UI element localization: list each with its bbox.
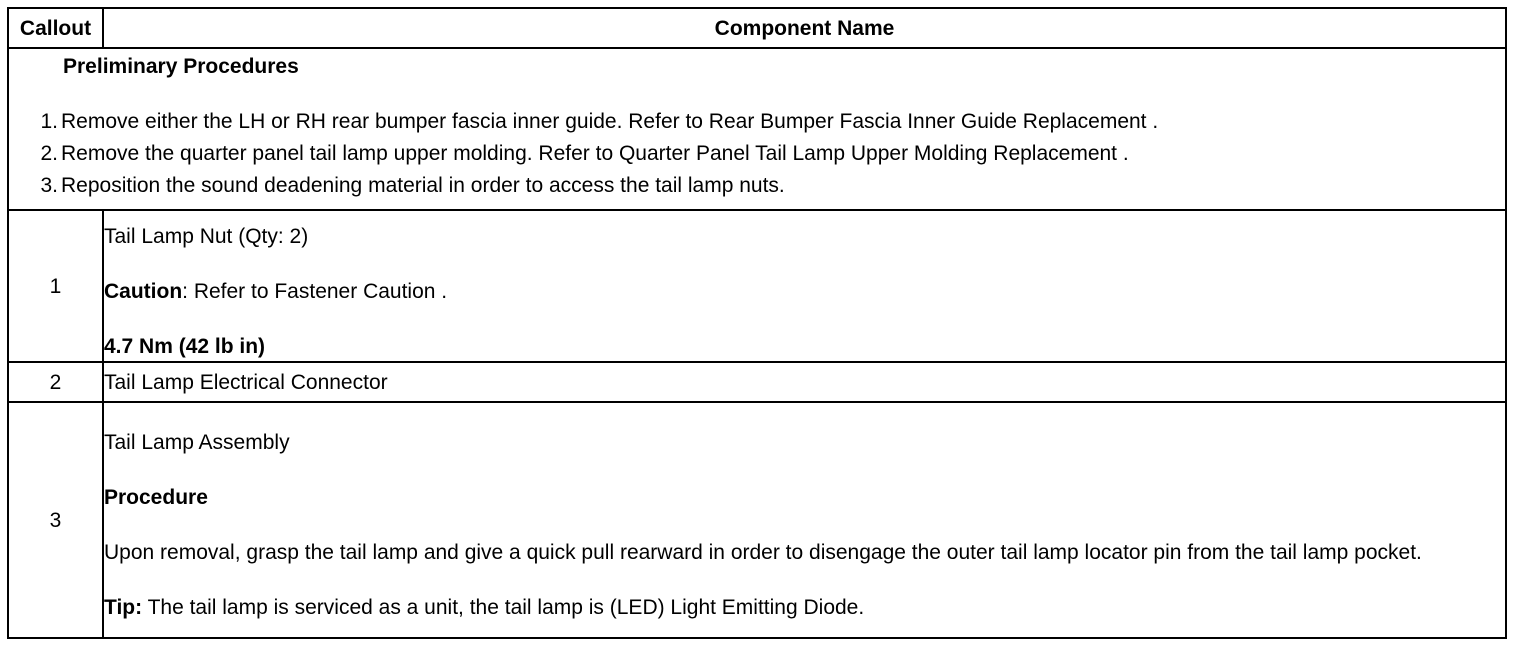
caution-label: Caution [104, 279, 183, 303]
procedure-label: Procedure [104, 486, 208, 509]
table-row [8, 402, 1506, 638]
step-text: Reposition the sound deadening material in order to access the tail lamp nuts. [61, 173, 785, 197]
preliminary-steps [9, 109, 1505, 205]
preliminary-step [9, 109, 1505, 141]
caution-text: : Refer to Fastener Caution . [182, 279, 448, 303]
preliminary-title: Preliminary Procedures [63, 54, 299, 78]
component-name: Tail Lamp Nut (Qty: 2) [104, 224, 309, 248]
table-row [8, 210, 1506, 362]
preliminary-step [9, 141, 1505, 173]
procedure-text: Upon removal, grasp the tail lamp and give a quick pull rearward in order to disengage the outer tail lamp locator pin from the tail lamp pocket. [104, 541, 1422, 564]
component-name: Tail Lamp Assembly [104, 431, 290, 454]
torque-spec: 4.7 Nm (42 lb in) [104, 334, 266, 358]
header-component-name: Component Name [103, 8, 1506, 48]
component-cell [103, 402, 1506, 638]
component-cell [103, 210, 1506, 362]
callout-cell: 2 [8, 362, 103, 402]
preliminary-step [9, 173, 1505, 205]
component-name: Tail Lamp Electrical Connector [104, 370, 388, 394]
callout-cell: 3 [8, 402, 103, 638]
caution-line [104, 279, 1505, 304]
table-row [8, 362, 1506, 402]
step-number: 3. [40, 173, 58, 197]
step-text: Remove either the LH or RH rear bumper fascia inner guide. Refer to Rear Bumper Fascia Inner Guide Replacement . [61, 109, 1159, 133]
component-table [7, 7, 1507, 639]
step-number: 2. [40, 141, 58, 165]
tip-line [104, 595, 1491, 620]
header-callout: Callout [8, 8, 103, 48]
tip-text: The tail lamp is serviced as a unit, the tail lamp is (LED) Light Emitting Diode. [142, 596, 865, 619]
header-row [8, 8, 1506, 48]
tip-label: Tip: [104, 596, 143, 619]
preliminary-cell [8, 48, 1506, 210]
preliminary-row [8, 48, 1506, 210]
component-cell [103, 362, 1506, 402]
callout-cell: 1 [8, 210, 103, 362]
step-text: Remove the quarter panel tail lamp upper molding. Refer to Quarter Panel Tail Lamp Upper Molding Replacement . [61, 141, 1129, 165]
step-number: 1. [40, 109, 58, 133]
